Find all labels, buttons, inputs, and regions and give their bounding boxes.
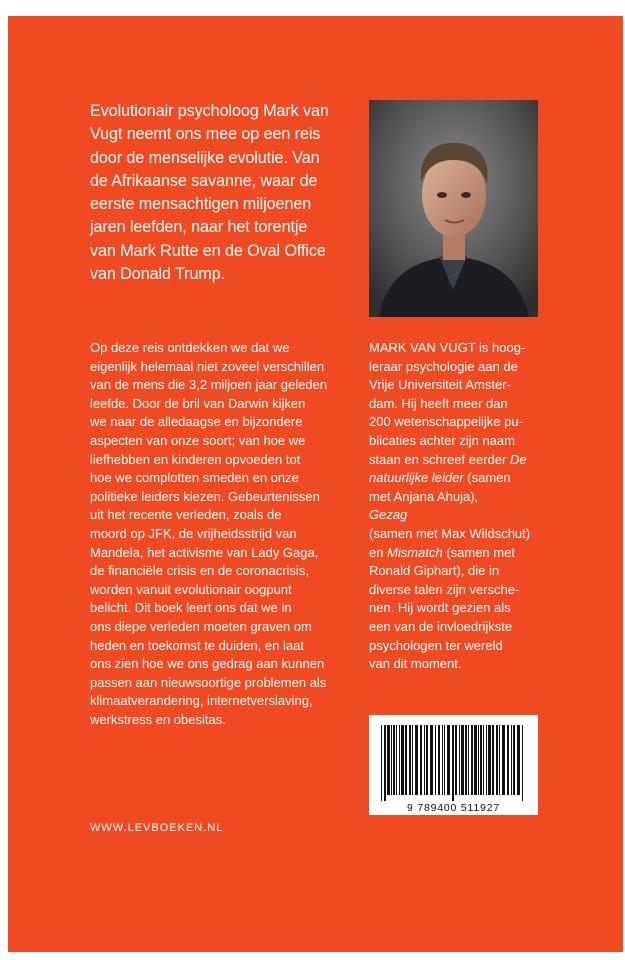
barcode-bar (483, 725, 484, 795)
barcode-bar (426, 725, 428, 795)
book-title: Gezag (369, 507, 408, 523)
bio-line: Vrije Universiteit Amster- (369, 377, 511, 393)
author-bio (369, 339, 544, 674)
bio-line: (samen met Max Wildschut) (369, 525, 531, 541)
barcode-icon (379, 725, 528, 801)
isbn-number: 9 789400 511927 (407, 802, 500, 814)
bio-line: nen. Hij wordt gezien als (369, 600, 511, 616)
intro-line: van Donald Trump. (90, 265, 226, 284)
barcode-bar (409, 725, 411, 795)
barcode-bar (396, 725, 397, 795)
barcode-bar (401, 725, 404, 795)
description-line: hoe we complotten smeden en onze (90, 470, 299, 486)
barcode-bar (513, 725, 515, 795)
bio-line (369, 506, 544, 525)
book-title: Mismatch (387, 544, 443, 560)
bio-line: Ronald Giphart), die in (369, 563, 500, 579)
barcode-bar (384, 725, 386, 801)
barcode-bar (442, 725, 443, 795)
barcode-bar (461, 725, 464, 795)
description-line: worden vanuit evolutionair oogpunt (90, 581, 292, 597)
barcode-bar (478, 725, 479, 795)
description-line: liefhebben en kinderen opvoeden tot (90, 451, 301, 467)
description-line: moord op JFK, de vrijheidsstrijd van (90, 525, 297, 541)
bio-line (369, 451, 544, 470)
description-line: ons diepe verleden moeten graven om (90, 618, 312, 634)
bio-text: (samen met (442, 544, 515, 560)
barcode-bar (522, 725, 523, 801)
barcode-bar (455, 725, 457, 795)
description-line: heden en toekomst te duiden, en laat (90, 637, 304, 653)
bio-line: MARK VAN VUGT is hoog- (369, 340, 526, 355)
bio-line (369, 469, 544, 488)
barcode-bar (502, 725, 505, 795)
intro-line: door de menselijke evolutie. Van (90, 148, 320, 167)
barcode-bar (387, 725, 390, 795)
bio-line: met Anjana Ahuja), (369, 488, 479, 504)
intro-line: Evolutionair psycholoog Mark van (90, 102, 329, 120)
description-line: uit het recente verleden, zoals de (90, 507, 282, 523)
bio-text: (samen (463, 470, 511, 486)
description-line: eigenlijk helemaal niet zoveel verschillen (90, 358, 325, 374)
barcode-bar (517, 725, 520, 795)
bio-line: diverse talen zijn versche- (369, 581, 520, 597)
barcode-bar (511, 725, 512, 795)
barcode-bar (452, 725, 454, 801)
bio-text: staan en schreef eerder (369, 451, 507, 467)
barcode-bar (405, 725, 407, 795)
intro-text (90, 100, 360, 286)
description-line: we naar de alledaagse en bijzondere (90, 414, 303, 430)
description-line: politieke leiders kiezen. Gebeurtenissen (90, 488, 320, 504)
barcode-bar (420, 725, 422, 795)
intro-line: Vugt neemt ons mee op een reis (90, 125, 321, 144)
description-line: passen aan nieuwsoortige problemen als (90, 674, 327, 690)
barcode-bar (496, 725, 498, 795)
barcode-bar (391, 725, 392, 795)
description-text (90, 339, 370, 729)
author-photo (369, 100, 538, 317)
bio-text: en (369, 544, 388, 560)
barcode-bar (474, 725, 477, 795)
description-line: ons zien hoe we ons gedrag aan kunnen (90, 656, 325, 672)
bio-line: blicaties achter zijn naam (369, 432, 515, 448)
intro-line: eerste mensachtigen miljoenen (90, 195, 312, 214)
barcode-bar (430, 725, 433, 795)
barcode-bar (488, 725, 491, 795)
barcode-bar (465, 725, 467, 795)
description-line: leefde. Door de bril van Darwin kijken (90, 395, 306, 411)
description-line: klimaatverandering, internetverslaving, (90, 693, 313, 709)
bio-line: psychologen ter wereld (369, 637, 503, 653)
barcode-bar (499, 725, 500, 795)
barcode-bar (444, 725, 445, 795)
description-line: van de mens die 3,2 miljoen jaar geleden (90, 377, 328, 393)
barcode-bar (507, 725, 509, 795)
book-title: De (509, 451, 527, 467)
publisher-website: WWW.LEVBOEKEN.NL (90, 822, 224, 834)
description-line: belicht. Dit boek leert ons dat we in (90, 600, 292, 616)
barcode-bar (480, 725, 482, 795)
barcode-bar (393, 725, 395, 795)
barcode-bar (486, 725, 487, 795)
bio-line: leraar psychologie aan de (369, 358, 518, 374)
description-line: werkstress en obesitas. (90, 711, 226, 727)
barcode-panel (369, 715, 538, 815)
intro-line: van Mark Rutte en de Oval Office (90, 241, 326, 260)
barcode-bar (438, 725, 440, 795)
bio-line: 200 wetenschappelijke pu- (369, 414, 523, 430)
barcode-bar (435, 725, 436, 795)
bio-line: van dit moment. (369, 656, 462, 672)
bio-line: een van de invloedrijkste (369, 618, 513, 634)
description-line: aspecten van onze soort; van hoe we (90, 432, 306, 448)
bio-line: dam. Hij heeft meer dan (369, 395, 508, 411)
barcode-bar (471, 725, 473, 795)
barcode-bar (468, 725, 469, 795)
description-line: Op deze reis ontdekken we dat we (90, 340, 290, 355)
bio-line (369, 544, 544, 563)
barcode-bar (381, 725, 382, 801)
description-line: Mandela, het activisme van Lady Gaga, (90, 544, 319, 560)
book-title: natuurlijke leider (369, 470, 464, 486)
barcode-bar (415, 725, 418, 795)
description-line: de financiële crisis en de coronacrisis, (90, 563, 309, 579)
barcode-bar (412, 725, 413, 795)
intro-line: de Afrikaanse savanne, waar de (90, 171, 318, 190)
barcode-bar (459, 725, 460, 795)
barcode-bar (399, 725, 400, 795)
barcode-bar (492, 725, 494, 795)
barcode-bar (424, 725, 425, 795)
intro-line: jaren leefden, naar het torentje (90, 218, 308, 237)
barcode-bar (447, 725, 450, 795)
author-portrait-icon (369, 100, 538, 317)
